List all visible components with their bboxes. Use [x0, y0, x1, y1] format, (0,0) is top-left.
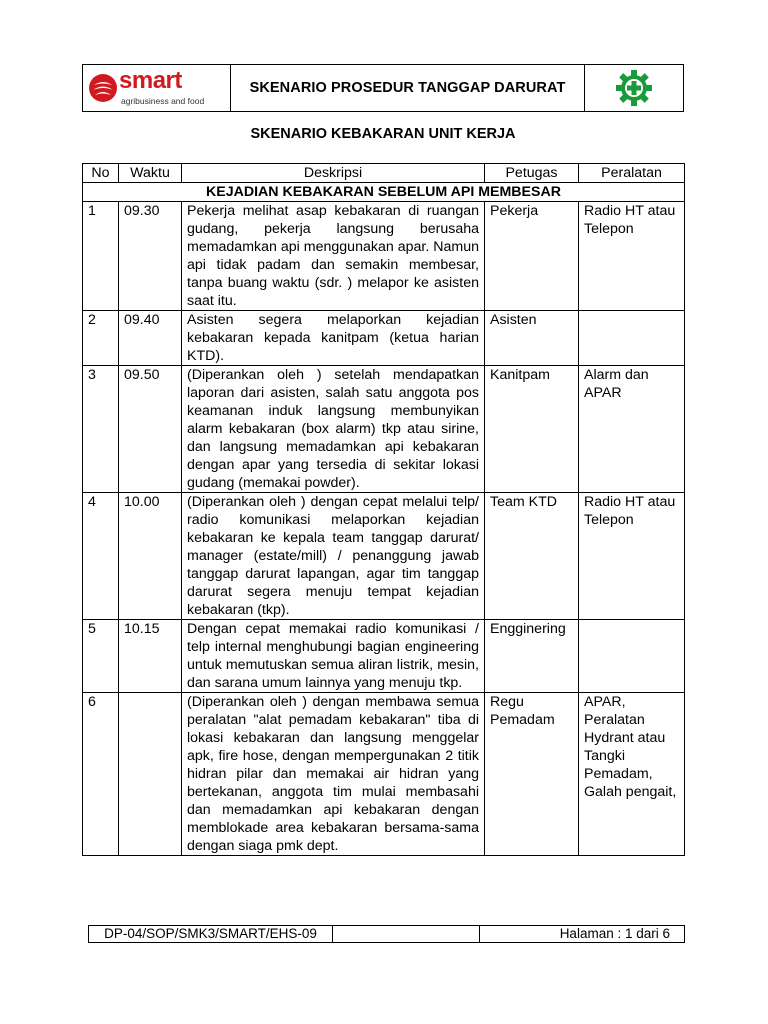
cell-petugas: Engginering: [485, 620, 579, 693]
section-row: [83, 183, 685, 202]
cell-waktu: 10.00: [119, 493, 182, 620]
cell-petugas: Asisten: [485, 311, 579, 366]
cell-petugas: Kanitpam: [485, 366, 579, 493]
cell-peralatan: [579, 311, 685, 366]
footer-middle-cell: [333, 926, 480, 943]
table-header-row: [83, 164, 685, 183]
column-header-no: No: [83, 164, 119, 183]
cell-petugas: Team KTD: [485, 493, 579, 620]
cell-no: 6: [83, 693, 119, 856]
company-logo: [83, 65, 231, 111]
cell-deskripsi: (Diperankan oleh ) setelah mendapatkan laporan dari asisten, salah satu anggota pos keamanan induk langsung membunyikan alarm kebakaran (box alarm) tkp atau sirine, dan langsung memadamkan api kebakaran dengan apar yang tersedia di sekitar lokasi gudang (memakai powder).: [182, 366, 485, 493]
cell-no: 1: [83, 202, 119, 311]
logo-subtitle: agribusiness and food: [121, 96, 205, 106]
cell-no: 2: [83, 311, 119, 366]
cell-petugas: Regu Pemadam: [485, 693, 579, 856]
cell-waktu: [119, 693, 182, 856]
scenario-table: [82, 163, 685, 856]
column-header-petugas: Petugas: [485, 164, 579, 183]
footer-doc-code: DP-04/SOP/SMK3/SMART/EHS-09: [89, 926, 333, 943]
cell-deskripsi: (Diperankan oleh ) dengan cepat melalui telp/ radio komunikasi melaporkan kejadian kebakaran ke kepala team tanggap darurat/ manager (estate/mill) / penanggung jawab tanggap darurat lapangan, agar tim tanggap darurat segera menuju tempat kejadian kebakaran (tkp).: [182, 493, 485, 620]
cell-deskripsi: Asisten segera melaporkan kejadian kebakaran kepada kanitpam (ketua harian KTD).: [182, 311, 485, 366]
cell-waktu: 09.50: [119, 366, 182, 493]
table-row: [83, 202, 685, 311]
cell-peralatan: Alarm dan APAR: [579, 366, 685, 493]
cell-waktu: 09.40: [119, 311, 182, 366]
cell-deskripsi: (Diperankan oleh ) dengan membawa semua peralatan "alat pemadam kebakaran" tiba di lokasi kebakaran dan langsung menggelar apk, fire hose, dengan mempergunakan 2 titik hidran pilar dan memakai air hidran yang bertekanan, anggota tim mulai membasahi dan memadamkan api kebakaran dengan memblokade area kebakaran bersama-sama dengan siaga pmk dept.: [182, 693, 485, 856]
table-row: [83, 366, 685, 493]
cell-petugas: Pekerja: [485, 202, 579, 311]
column-header-waktu: Waktu: [119, 164, 182, 183]
cell-no: 5: [83, 620, 119, 693]
cell-no: 4: [83, 493, 119, 620]
section-title: KEJADIAN KEBAKARAN SEBELUM API MEMBESAR: [83, 183, 685, 202]
cell-no: 3: [83, 366, 119, 493]
document-title: SKENARIO KEBAKARAN UNIT KERJA: [250, 126, 516, 142]
cell-deskripsi: Pekerja melihat asap kebakaran di ruangan gudang, pekerja langsung berusaha memadamkan api menggunakan apar. Namun api tidak padam dan semakin membesar, tanpa buang waktu (sdr. ) melapor ke asisten saat itu.: [182, 202, 485, 311]
cell-waktu: 10.15: [119, 620, 182, 693]
column-header-peralatan: Peralatan: [579, 164, 685, 183]
cell-peralatan: Radio HT atau Telepon: [579, 202, 685, 311]
footer-page-number: Halaman : 1 dari 6: [480, 926, 685, 943]
document-footer: [88, 925, 685, 943]
table-row: [83, 620, 685, 693]
cell-peralatan: Radio HT atau Telepon: [579, 493, 685, 620]
cell-waktu: 09.30: [119, 202, 182, 311]
k3-safety-gear-icon: [615, 69, 653, 107]
table-row: [83, 311, 685, 366]
cell-peralatan: [579, 620, 685, 693]
column-header-deskripsi: Deskripsi: [182, 164, 485, 183]
smart-logo-icon: [88, 71, 118, 105]
header-title: SKENARIO PROSEDUR TANGGAP DARURAT: [231, 65, 585, 111]
safety-emblem: [585, 65, 683, 111]
cell-peralatan: APAR, Peralatan Hydrant atau Tangki Pemadam, Galah pengait,: [579, 693, 685, 856]
table-row: [83, 693, 685, 856]
document-header: [82, 64, 684, 112]
cell-deskripsi: Dengan cepat memakai radio komunikasi / telp internal menghubungi bagian engineering untuk memutuskan semua aliran listrik, mesin, dan sarana umum lainnya yang menuju tkp.: [182, 620, 485, 693]
table-row: [83, 493, 685, 620]
logo-word: smart: [119, 67, 182, 94]
